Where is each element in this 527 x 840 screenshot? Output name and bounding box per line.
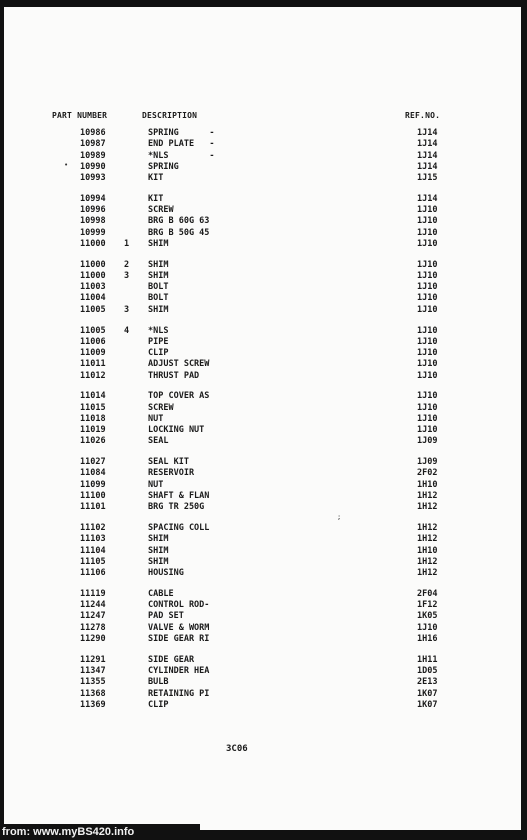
parts-group	[0, 260, 527, 316]
table-row	[0, 655, 527, 666]
part-number-cell: 11347	[80, 666, 106, 676]
ref-no-cell: 1H16	[417, 633, 438, 644]
ref-no-cell: 1J10	[417, 293, 438, 304]
ref-no-cell: 1J10	[417, 259, 438, 270]
table-row	[0, 480, 527, 491]
description-cell: CONTROL ROD-	[148, 600, 210, 611]
table-row	[0, 348, 527, 359]
ref-no-cell: 1J10	[417, 391, 438, 402]
description-cell: CYLINDER HEA	[148, 666, 210, 676]
table-row	[0, 611, 527, 622]
scan-speck: •	[64, 161, 69, 169]
part-number-cell: 10994	[80, 193, 106, 204]
description-cell: SEAL	[148, 436, 169, 447]
ref-no-cell: 1J10	[417, 359, 438, 370]
part-number-cell: 11005	[80, 304, 106, 315]
ref-no-cell: 1J09	[417, 436, 438, 447]
table-row	[0, 282, 527, 293]
description-cell: SHIM	[148, 304, 169, 315]
description-cell: VALVE & WORM	[148, 622, 210, 633]
ref-no-cell: 1J10	[417, 282, 438, 293]
part-number-cell: 10987	[80, 139, 106, 150]
part-number-cell: 10996	[80, 205, 106, 216]
table-row	[0, 128, 527, 139]
part-number-cell: 11019	[80, 425, 106, 436]
ref-no-cell: 1D05	[417, 666, 438, 676]
part-number-cell: 11099	[80, 479, 106, 490]
description-cell: SHIM	[148, 534, 169, 545]
ref-no-cell: 1J14	[417, 193, 438, 204]
part-number-cell: 11368	[80, 688, 106, 699]
description-cell: RESERVOIR	[148, 468, 195, 479]
table-row	[0, 216, 527, 227]
table-row	[0, 700, 527, 711]
parts-group	[0, 457, 527, 513]
description-cell: ADJUST SCREW	[148, 359, 210, 370]
table-row	[0, 436, 527, 447]
column-header-part-number: PART NUMBER	[52, 111, 108, 120]
ref-no-cell: 1J10	[417, 227, 438, 238]
part-number-cell: 11104	[80, 545, 106, 556]
ref-no-cell: 1J10	[417, 270, 438, 281]
part-number-cell: 11278	[80, 622, 106, 633]
parts-group	[0, 128, 527, 184]
description-cell: SEAL KIT	[148, 457, 189, 468]
description-cell: THRUST PAD	[148, 370, 200, 381]
description-cell: SPRING	[148, 161, 179, 172]
ref-no-cell: 1J14	[417, 150, 438, 161]
table-row	[0, 600, 527, 611]
parts-group	[0, 326, 527, 382]
parts-group	[0, 194, 527, 250]
ref-no-cell: 1H12	[417, 502, 438, 513]
ref-no-cell: 1J14	[417, 139, 438, 150]
description-cell: SHIM	[148, 238, 169, 249]
part-number-cell: 11011	[80, 359, 106, 370]
table-row	[0, 359, 527, 370]
description-cell: SHIM	[148, 545, 169, 556]
part-number-cell: 11000	[80, 270, 106, 281]
part-number-cell: 11100	[80, 490, 106, 501]
part-number-cell: 11084	[80, 468, 106, 479]
part-number-cell: 11247	[80, 611, 106, 622]
table-row	[0, 468, 527, 479]
description-cell: BRG B 60G 63	[148, 216, 210, 227]
part-number-cell: 11015	[80, 402, 106, 413]
description-cell: SHIM	[148, 259, 169, 270]
ref-no-cell: 1J10	[417, 413, 438, 424]
ref-no-cell: 1H12	[417, 534, 438, 545]
part-number-cell: 10999	[80, 227, 106, 238]
part-number-cell: 11000	[80, 238, 106, 249]
parts-group	[0, 391, 527, 447]
ref-no-cell: 1H11	[417, 654, 438, 665]
description-cell: CABLE	[148, 588, 174, 599]
table-row	[0, 534, 527, 545]
description-cell: TOP COVER AS	[148, 391, 210, 402]
description-cell: LOCKING NUT	[148, 425, 205, 436]
description-cell: BRG TR 250G	[148, 502, 205, 513]
parts-list	[0, 128, 527, 721]
table-row	[0, 162, 527, 173]
table-row	[0, 666, 527, 677]
description-cell: HOUSING	[148, 568, 184, 579]
part-number-cell: 11119	[80, 588, 106, 599]
table-row	[0, 457, 527, 468]
part-number-cell: 11005	[80, 325, 106, 336]
description-cell: KIT	[148, 173, 164, 183]
parts-group	[0, 589, 527, 645]
description-cell: SPRING -	[148, 128, 215, 138]
description-cell: SHIM	[148, 556, 169, 567]
part-number-cell: 11291	[80, 654, 106, 665]
part-number-cell: 11004	[80, 293, 106, 304]
description-cell: SHIM	[148, 270, 169, 281]
ref-no-cell: 1J10	[417, 304, 438, 315]
table-row	[0, 523, 527, 534]
ref-no-cell: 1J14	[417, 128, 438, 138]
part-number-cell: 11000	[80, 259, 106, 270]
page-number: 3C06	[226, 744, 248, 754]
suffix-cell: 2	[124, 259, 130, 270]
part-number-cell: 10993	[80, 173, 106, 183]
table-row	[0, 546, 527, 557]
description-cell: CLIP	[148, 699, 169, 710]
description-cell: BRG B 50G 45	[148, 227, 210, 238]
table-row	[0, 689, 527, 700]
ref-no-cell: 1J15	[417, 173, 438, 183]
part-number-cell: 11105	[80, 556, 106, 567]
part-number-cell: 11003	[80, 282, 106, 293]
part-number-cell: 10986	[80, 128, 106, 138]
table-row	[0, 677, 527, 688]
table-row	[0, 568, 527, 579]
table-row	[0, 326, 527, 337]
part-number-cell: 11012	[80, 370, 106, 381]
description-cell: SCREW	[148, 402, 174, 413]
part-number-cell: 11018	[80, 413, 106, 424]
part-number-cell: 11101	[80, 502, 106, 513]
table-row	[0, 260, 527, 271]
description-cell: KIT	[148, 193, 164, 204]
description-cell: BULB	[148, 677, 169, 688]
table-row	[0, 305, 527, 316]
description-cell: BOLT	[148, 282, 169, 293]
table-row	[0, 391, 527, 402]
table-row	[0, 151, 527, 162]
description-cell: RETAINING PI	[148, 688, 210, 699]
ref-no-cell: 1J14	[417, 161, 438, 172]
table-row	[0, 228, 527, 239]
table-row	[0, 205, 527, 216]
ref-no-cell: 1H12	[417, 568, 438, 579]
description-cell: SPACING COLL	[148, 523, 210, 534]
part-number-cell: 10998	[80, 216, 106, 227]
ref-no-cell: 1K05	[417, 611, 438, 622]
part-number-cell: 11290	[80, 633, 106, 644]
table-row	[0, 414, 527, 425]
part-number-cell: 11009	[80, 348, 106, 359]
ref-no-cell: 1H10	[417, 545, 438, 556]
description-cell: NUT	[148, 479, 164, 490]
scan-speck: ;	[337, 513, 342, 521]
description-cell: *NLS -	[148, 150, 215, 161]
table-row	[0, 589, 527, 600]
ref-no-cell: 1J10	[417, 370, 438, 381]
ref-no-cell: 1J09	[417, 457, 438, 468]
ref-no-cell: 2F02	[417, 468, 438, 479]
description-cell: CLIP	[148, 348, 169, 359]
table-row	[0, 425, 527, 436]
ref-no-cell: 1J10	[417, 205, 438, 216]
ref-no-cell: 1H12	[417, 523, 438, 534]
ref-no-cell: 1J10	[417, 336, 438, 347]
suffix-cell: 3	[124, 304, 130, 315]
table-row	[0, 557, 527, 568]
ref-no-cell: 1F12	[417, 600, 438, 611]
ref-no-cell: 1K07	[417, 688, 438, 699]
ref-no-cell: 1J10	[417, 622, 438, 633]
ref-no-cell: 1J10	[417, 325, 438, 336]
description-cell: BOLT	[148, 293, 169, 304]
description-cell: SIDE GEAR RI	[148, 633, 210, 644]
description-cell: PAD SET	[148, 611, 184, 622]
part-number-cell: 10990	[80, 161, 106, 172]
suffix-cell: 1	[124, 238, 130, 249]
table-row	[0, 173, 527, 184]
ref-no-cell: 1H12	[417, 556, 438, 567]
ref-no-cell: 1J10	[417, 425, 438, 436]
table-row	[0, 337, 527, 348]
part-number-cell: 11006	[80, 336, 106, 347]
ref-no-cell: 1H12	[417, 490, 438, 501]
ref-no-cell: 1H10	[417, 479, 438, 490]
part-number-cell: 11106	[80, 568, 106, 579]
description-cell: SHAFT & FLAN	[148, 490, 210, 501]
ref-no-cell: 1J10	[417, 216, 438, 227]
part-number-cell: 11102	[80, 523, 106, 534]
column-header-description: DESCRIPTION	[142, 111, 198, 120]
table-row	[0, 239, 527, 250]
suffix-cell: 4	[124, 325, 130, 336]
part-number-cell: 11026	[80, 436, 106, 447]
table-row	[0, 623, 527, 634]
parts-group	[0, 655, 527, 711]
ref-no-cell: 1J10	[417, 402, 438, 413]
description-cell: SCREW	[148, 205, 174, 216]
ref-no-cell: 2E13	[417, 677, 438, 688]
part-number-cell: 11355	[80, 677, 106, 688]
parts-group	[0, 523, 527, 579]
ref-no-cell: 1J10	[417, 238, 438, 249]
table-row	[0, 634, 527, 645]
part-number-cell: 11027	[80, 457, 106, 468]
description-cell: PIPE	[148, 336, 169, 347]
table-row	[0, 139, 527, 150]
description-cell: NUT	[148, 413, 164, 424]
table-row	[0, 293, 527, 304]
table-row	[0, 403, 527, 414]
table-row	[0, 271, 527, 282]
description-cell: END PLATE -	[148, 139, 215, 150]
ref-no-cell: 2F04	[417, 588, 438, 599]
table-row	[0, 371, 527, 382]
source-footer: from: www.myBS420.info	[0, 824, 200, 840]
column-header-ref-no: REF.NO.	[405, 111, 441, 120]
suffix-cell: 3	[124, 270, 130, 281]
part-number-cell: 10989	[80, 150, 106, 161]
part-number-cell: 11369	[80, 699, 106, 710]
description-cell: *NLS	[148, 325, 169, 336]
part-number-cell: 11244	[80, 600, 106, 611]
part-number-cell: 11014	[80, 391, 106, 402]
ref-no-cell: 1K07	[417, 699, 438, 710]
part-number-cell: 11103	[80, 534, 106, 545]
table-row	[0, 194, 527, 205]
table-row	[0, 502, 527, 513]
table-row	[0, 491, 527, 502]
ref-no-cell: 1J10	[417, 348, 438, 359]
description-cell: SIDE GEAR	[148, 654, 195, 665]
